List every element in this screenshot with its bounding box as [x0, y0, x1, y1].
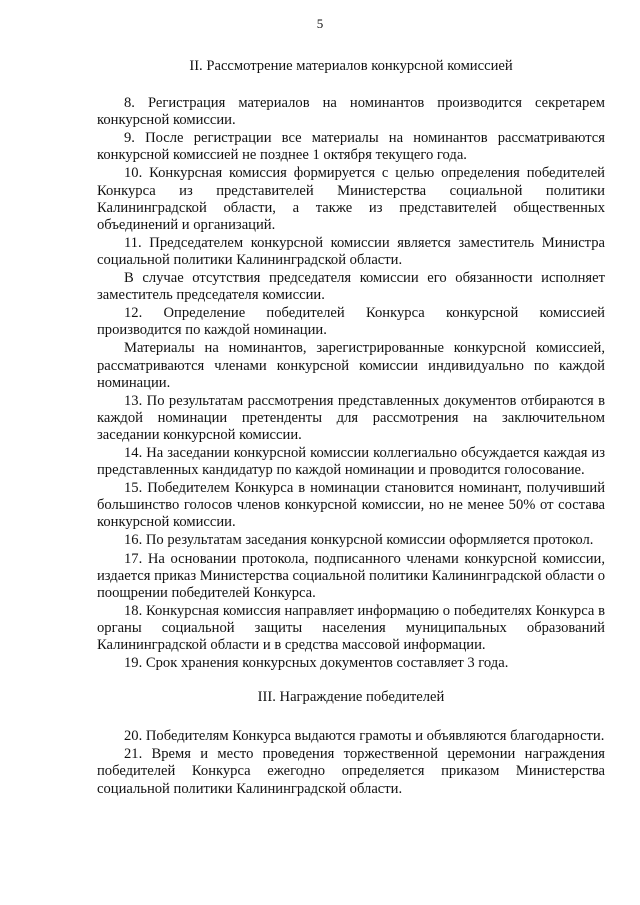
- section-2-heading: II. Рассмотрение материалов конкурсной комиссией: [189, 58, 513, 74]
- paragraph-18: 18. Конкурсная комиссия направляет информацию о победителях Конкурса в органы социальной защиты населения муниципальных образований Калининградской области и в средства массовой информации.: [97, 602, 605, 653]
- section-3-body: [97, 728, 605, 797]
- paragraph-15: 15. Победителем Конкурса в номинации становится номинант, получивший большинство голосов членов конкурсной комиссии, но не менее 50% от состава конкурсной комиссии.: [97, 480, 605, 531]
- paragraph-10: 10. Конкурсная комиссия формируется с целью определения победителей Конкурса из представителей Министерства социальной политики Калининградской области, а также из представителей общественных объединений и организаций.: [97, 165, 605, 233]
- section-3-heading: III. Награждение победителей: [257, 689, 445, 706]
- paragraph-14: 14. На заседании конкурсной комиссии коллегиально обсуждается каждая из представленных кандидатур по каждой номинации и проводится голосование.: [97, 444, 605, 479]
- page-number: 5: [316, 16, 324, 31]
- paragraph-16: 16. По результатам заседания конкурсной комиссии оформляется протокол.: [124, 532, 594, 549]
- section-2-body: [97, 95, 605, 672]
- paragraph-11: 11. Председателем конкурсной комиссии является заместитель Министра социальной политики Калининградской области.: [97, 234, 605, 268]
- paragraph-13: 13. По результатам рассмотрения представленных документов отбираются в каждой номинации претенденты для рассмотрения на заключительном заседании конкурсной комиссии.: [97, 392, 605, 443]
- paragraph-9: 9. После регистрации все материалы на номинантов рассматриваются конкурсной комиссией не позднее 1 октября текущего года.: [97, 130, 605, 164]
- paragraph-12-note: Материалы на номинантов, зарегистрированные конкурсной комиссией, рассматриваются членами конкурсной комиссии индивидуально по каждой номинации.: [97, 340, 605, 391]
- paragraph-11-note: В случае отсутствия председателя комиссии его обязанности исполняет заместитель председателя комиссии.: [97, 270, 605, 304]
- paragraph-20: 20. Победителям Конкурса выдаются грамоты и объявляются благодарности.: [124, 728, 605, 745]
- paragraph-21: 21. Время и место проведения торжественной церемонии награждения победителей Конкурса ежегодно определяется приказом Министерства социальной политики Калининградской области.: [97, 746, 605, 797]
- paragraph-19: 19. Срок хранения конкурсных документов составляет 3 года.: [124, 655, 509, 672]
- paragraph-8: 8. Регистрация материалов на номинантов производится секретарем конкурсной комиссии.: [97, 95, 605, 129]
- paragraph-17: 17. На основании протокола, подписанного членами конкурсной комиссии, издается приказ Министерства социальной политики Калининградской области о поощрении победителей Конкурса.: [97, 550, 605, 601]
- document-body: [97, 58, 605, 799]
- paragraph-12: 12. Определение победителей Конкурса конкурсной комиссией производится по каждой номинации.: [97, 305, 605, 339]
